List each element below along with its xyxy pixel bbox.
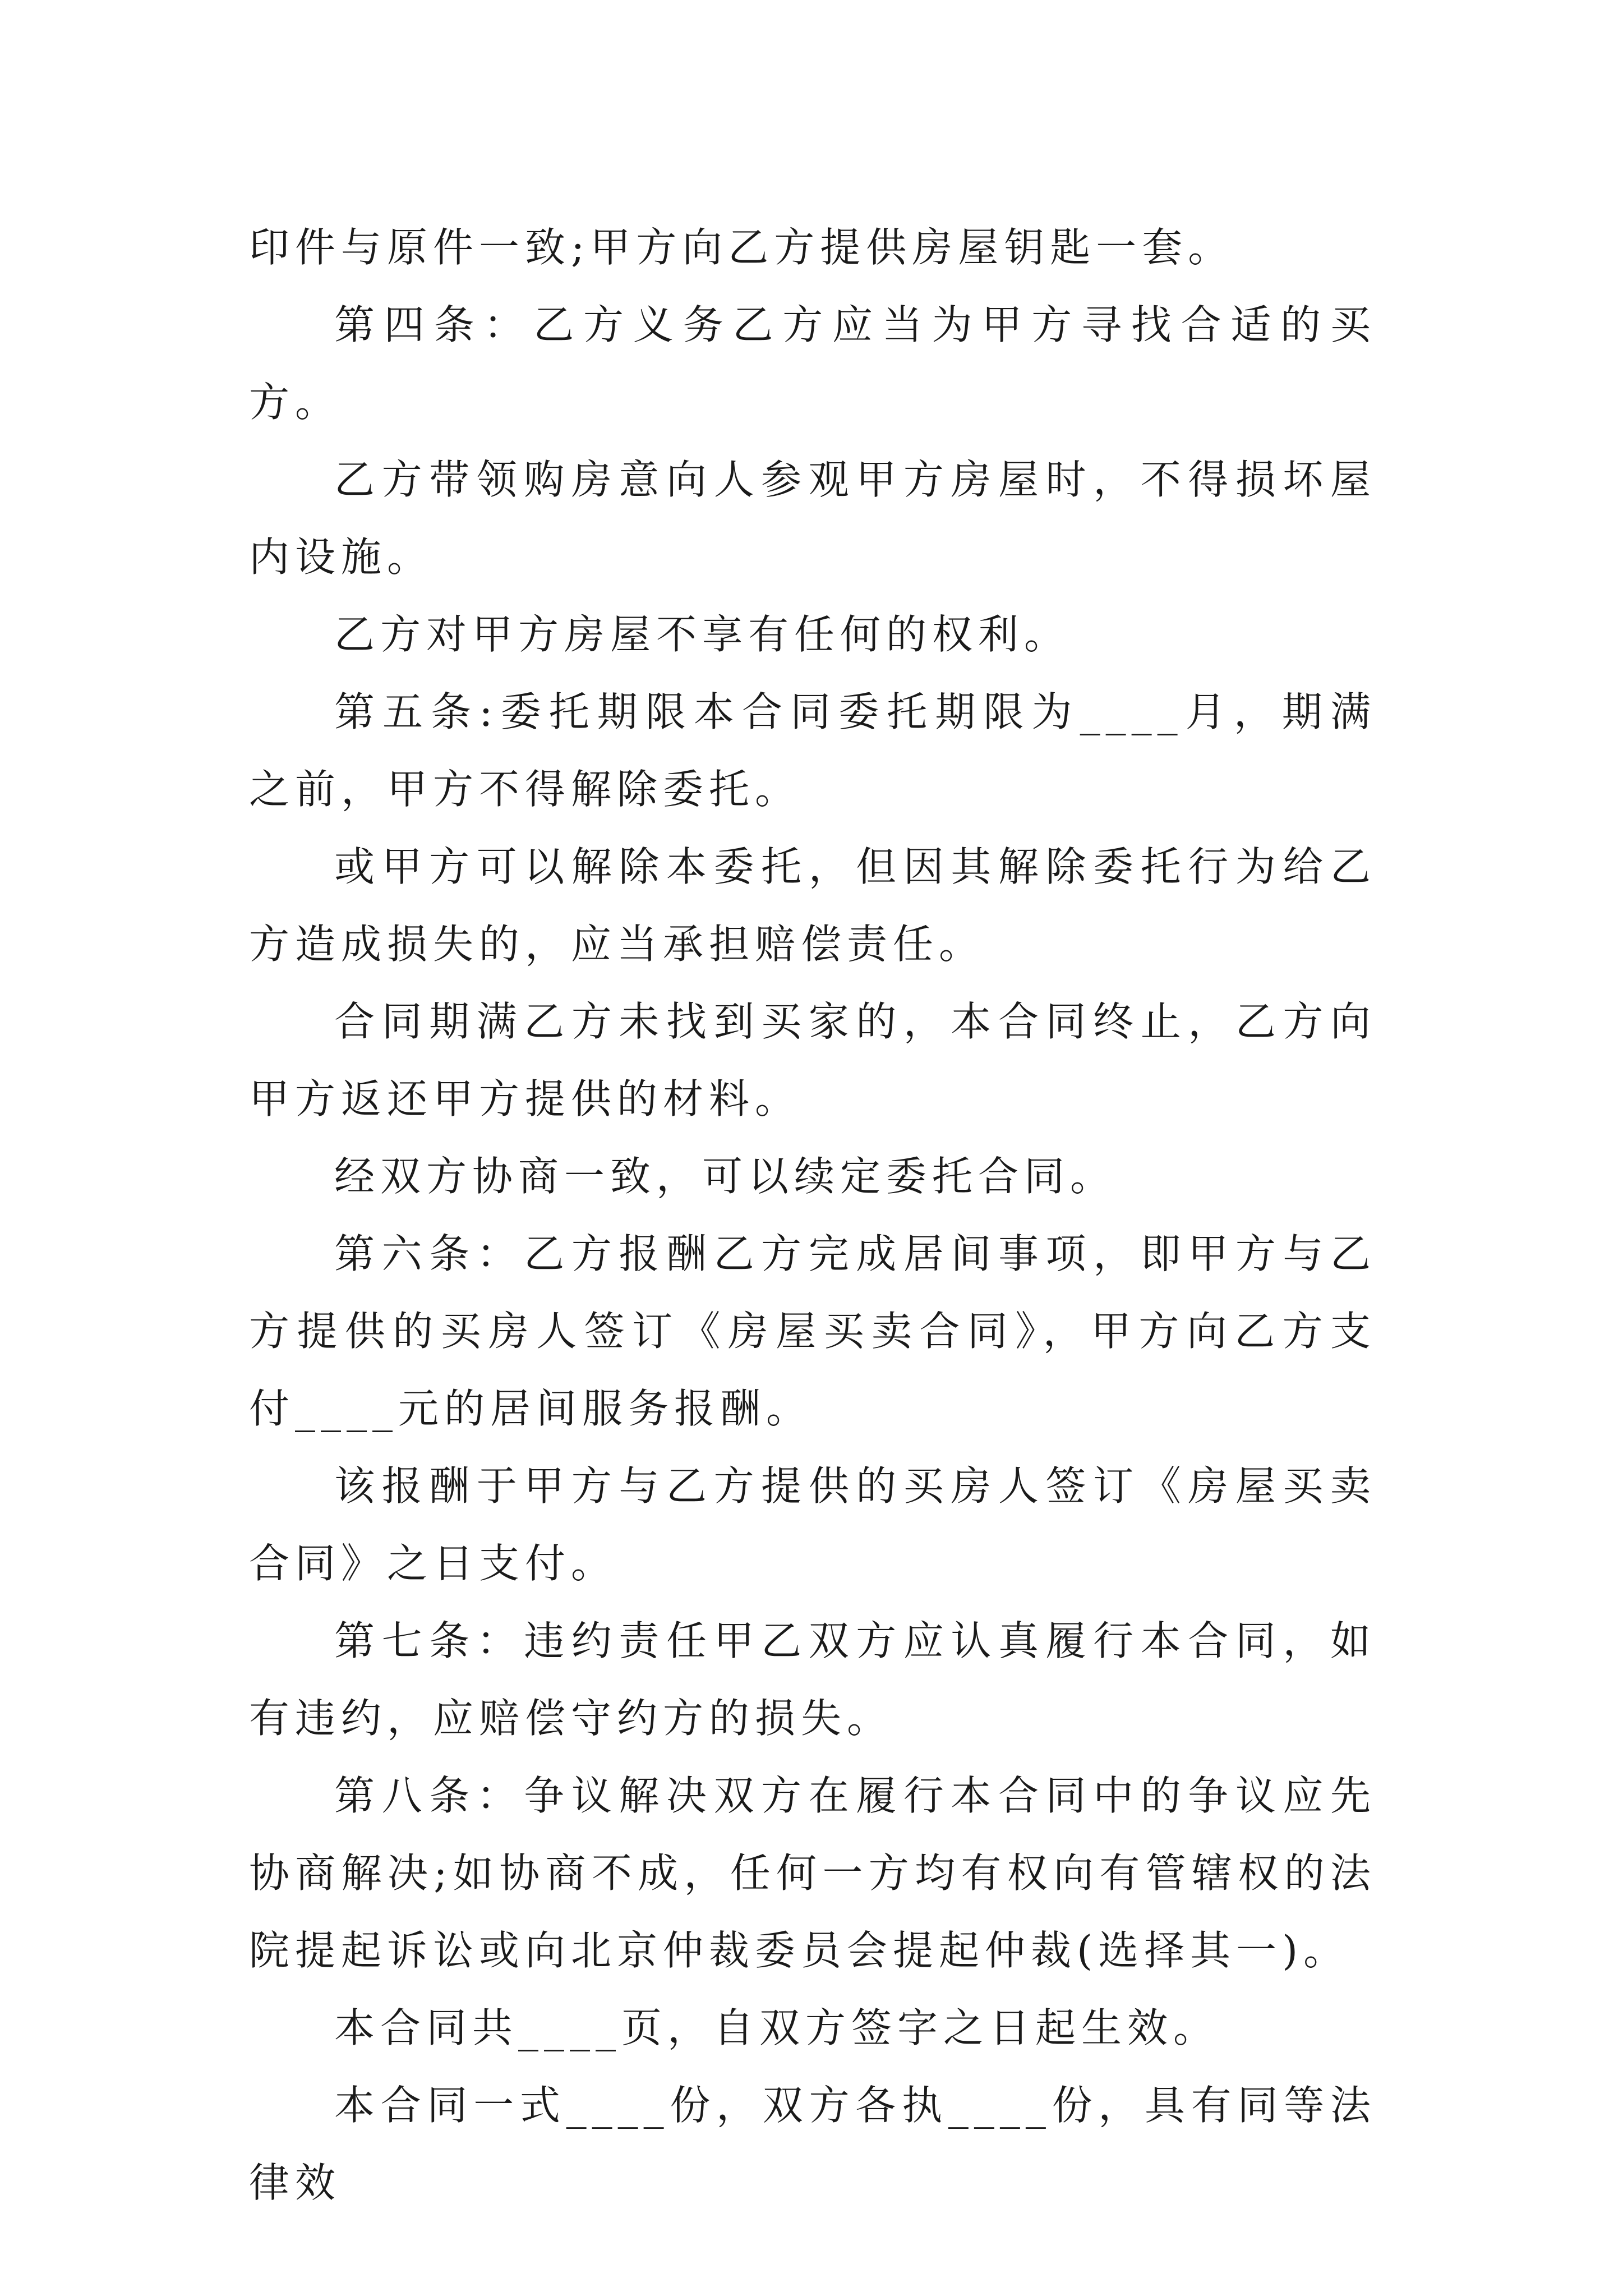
paragraph-13: 本合同共____页，自双方签字之日起生效。 xyxy=(334,2004,1220,2051)
paragraph-article-5: 第五条:委托期限本合同委托期限为____月，期满之前，甲方不得解除委托。 xyxy=(249,688,1376,813)
paragraph-7: 合同期满乙方未找到买家的，本合同终止，乙方向甲方返还甲方提供的材料。 xyxy=(249,998,1376,1122)
paragraph-10: 该报酬于甲方与乙方提供的买房人签订《房屋买卖合同》之日支付。 xyxy=(249,1462,1376,1587)
paragraph-article-7: 第七条：违约责任甲乙双方应认真履行本合同，如有违约，应赔偿守约方的损失。 xyxy=(249,1617,1376,1742)
paragraph-8: 经双方协商一致，可以续定委托合同。 xyxy=(334,1153,1117,1200)
paragraph-article-4: 第四条：乙方义务乙方应当为甲方寻找合适的买方。 xyxy=(249,301,1376,426)
paragraph-article-8: 第八条：争议解决双方在履行本合同中的争议应先协商解决;如协商不成，任何一方均有权向有管辖权的法院提起诉讼或向北京仲裁委员会提起仲裁(选择其一)。 xyxy=(249,1772,1376,1974)
paragraph-14: 本合同一式____份，双方各执____份，具有同等法律效 xyxy=(249,2082,1376,2206)
document-body xyxy=(249,209,1376,2221)
paragraph-6: 或甲方可以解除本委托，但因其解除委托行为给乙方造成损失的，应当承担赔偿责任。 xyxy=(249,843,1376,968)
paragraph-article-6: 第六条：乙方报酬乙方完成居间事项，即甲方与乙方提供的买房人签订《房屋买卖合同》，甲方向乙方支付____元的居间服务报酬。 xyxy=(249,1230,1376,1432)
paragraph-4: 乙方对甲方房屋不享有任何的权利。 xyxy=(334,611,1071,658)
paragraph-3: 乙方带领购房意向人参观甲方房屋时，不得损坏屋内设施。 xyxy=(249,456,1376,581)
paragraph-1: 印件与原件一致;甲方向乙方提供房屋钥匙一套。 xyxy=(249,224,1234,271)
